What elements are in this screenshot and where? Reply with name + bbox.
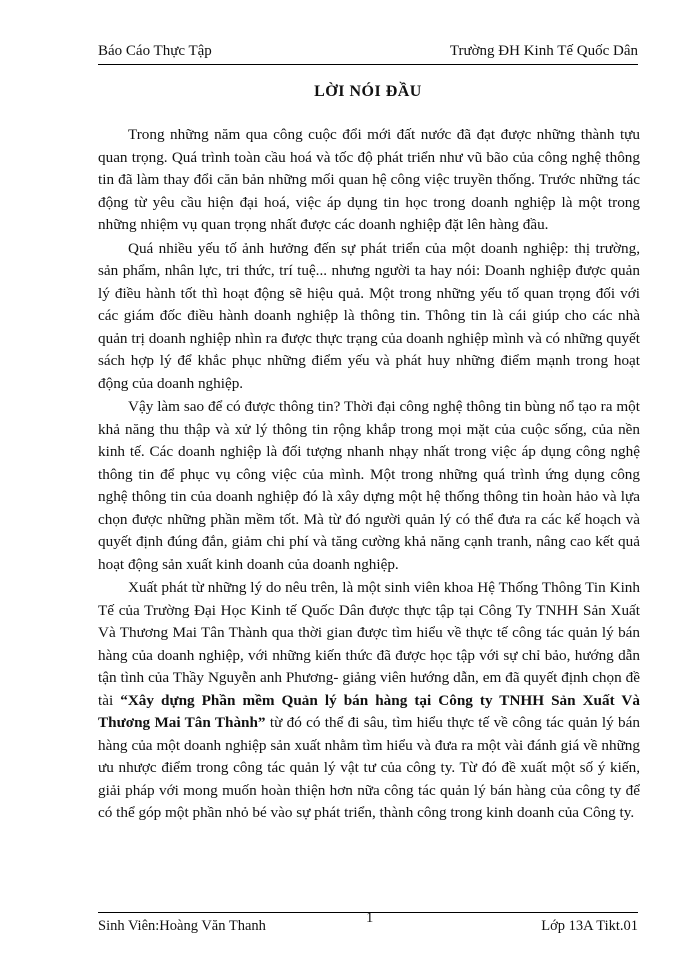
page-number: 1 [366,910,374,926]
thesis-topic-title: “Xây dựng Phần mềm Quản lý bán hàng tại Công ty TNHH Sản Xuất Và Thương Mai Tân Thành” [98,691,640,731]
footer-class-code: Lớp 13A Tikt.01 [541,918,638,934]
header-left-text: Báo Cáo Thực Tập [98,43,212,59]
paragraph-3: Vậy làm sao để có được thông tin? Thời đại công nghệ thông tin bùng nổ tạo ra một khả năng thu thập và xử lý thông tin rộng khắp trong mọi mặt của cuộc sống, của nền kinh tế. Các doanh nghiệp là đối tượng nhanh nhạy nhất trong việc áp dụng công nghệ thông tin để phục vụ công việc của mình. Một trong những quá trình ứng dụng công nghệ thông tin của doanh nghiệp đó là xây dựng một hệ thống thông tin hoàn hảo và lựa chọn được những phần mềm tốt. Mà từ đó người quản lý có thể đưa ra các kế hoạch và quyết định đúng đắn, giảm chi phí và tăng cường khả năng cạnh tranh, nâng cao kết quả hoạt động sản xuất kinh doanh của doanh nghiệp. [98,398,640,573]
header-right-text: Trường ĐH Kinh Tế Quốc Dân [449,43,638,59]
page-title: LỜI NÓI ĐẦU [314,83,422,100]
paragraph-1: Trong những năm qua công cuộc đổi mới đất nước đã đạt được những thành tựu quan trọng. Quá trình toàn cầu hoá và tốc độ phát triển như vũ bão của công nghệ thông tin đã làm thay đổi căn bản những mối quan hệ công việc truyền thống. Trước những tác động từ yêu cầu hiện đại hoá, việc áp dụng tin học trong doanh nghiệp là một trong những nhiệm vụ quan trọng nhất được các doanh nghiệp đặt lên hàng đầu. [98,126,640,233]
page-header [98,42,638,65]
paragraph-4-intro: Xuất phát từ những lý do nêu trên, là một sinh viên khoa Hệ Thống Thông Tin Kinh Tế của Trường Đại Học Kinh tế Quốc Dân được thực tập tại Công Ty TNHH Sản Xuất Và Thương Mai Tân Thành qua thời gian được tìm hiểu về thực tế công tác quản lý bán hàng của doanh nghiệp, với những kiến thức đã được học tập với sự chỉ bảo, hướng dẫn tận tình của Thầy Nguyễn anh Phương- giảng viên hướng dẫn, em đã quyết định chọn đề tài [98,579,640,709]
paragraph-4 [98,577,640,825]
footer-student-name: Sinh Viên:Hoàng Văn Thanh [98,918,266,934]
paragraph-2: Quá nhiều yếu tố ảnh hưởng đến sự phát triển của một doanh nghiệp: thị trường, sản phẩm, nhân lực, tri thức, trí tuệ... nhưng người ta hay nói: Doanh nghiệp được quản lý điều hành tốt thì hoạt động sẽ hiệu quả. Một trong những yếu tố quan trọng đối với các giám đốc điều hành doanh nghiệp là thông tin. Thông tin là cái giúp cho các nhà quản trị doanh nghiệp nhìn ra được thực trạng của doanh nghiệp mình và có những quyết sách hợp lý để khắc phục những điểm yếu và phát huy những điểm mạnh trong hoạt động của doanh nghiệp. [98,239,640,392]
paragraph-4-rest: từ đó có thể đi sâu, tìm hiểu thực tế về công tác quản lý bán hàng của một doanh nghiệp sản xuất nhằm tìm hiểu và đưa ra một vài đánh giá về những ưu nhược điểm trong công tác quản lý vật tư của công ty. Từ đó đề xuất một số ý kiến, giải pháp với mong muốn hoàn thiện hơn nữa công tác quản lý bán hàng của công ty để có thể góp một phần nhỏ bé vào sự phát triển, thành công trong kinh doanh của Công ty. [98,714,640,821]
document-body [98,124,640,826]
page-footer [98,912,638,933]
